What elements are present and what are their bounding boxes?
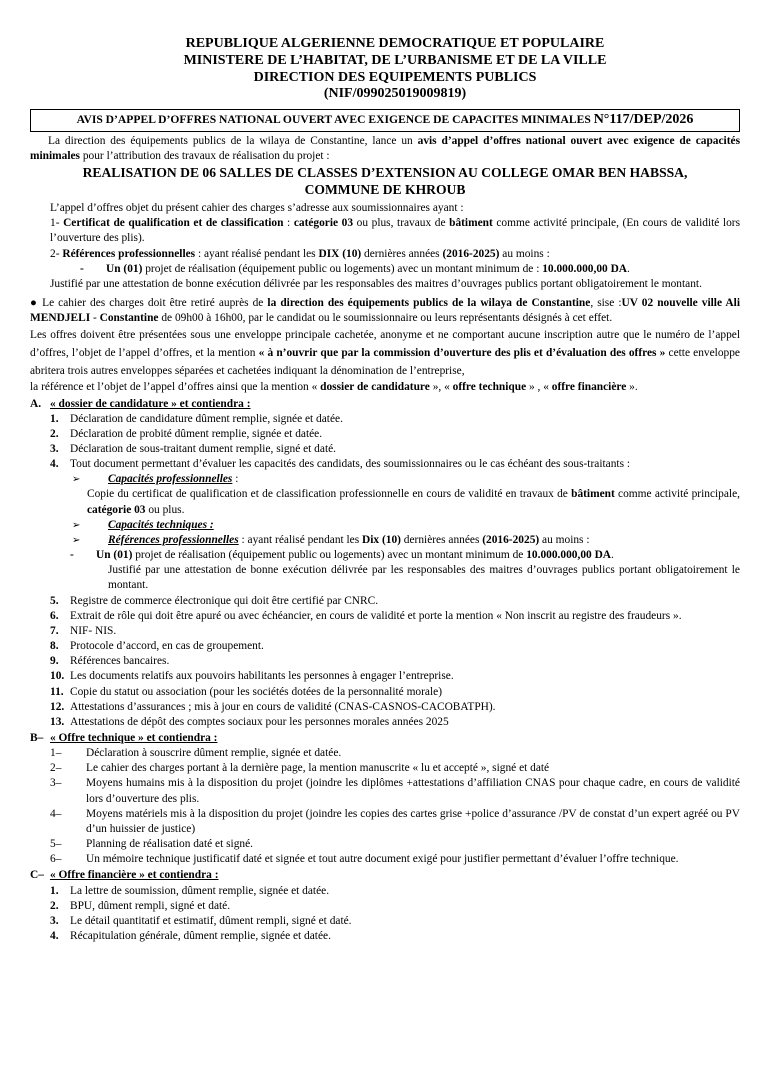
- list-item-text: Déclaration de candidature dûment remplie, signée et datée.: [70, 412, 343, 425]
- condition-2-number: 2-: [50, 247, 63, 260]
- section-b-list: [30, 746, 740, 867]
- condition-1-title: Certificat de qualification et de classification: [63, 217, 284, 230]
- section-b-heading: [30, 731, 740, 746]
- list-item: [50, 639, 740, 654]
- section-a-title: « dossier de candidature » et contiendra :: [50, 397, 251, 410]
- retrait-city: Constantine: [99, 312, 159, 325]
- ref-sub-row: [30, 548, 740, 563]
- offres-paragraph: [30, 326, 740, 380]
- list-item-text: Un mémoire technique justificatif daté et signée et tout autre document exigé pour justifier permettant d’évaluer l’offre technique.: [86, 853, 679, 866]
- avis-title-box: [30, 109, 740, 132]
- section-b-title: « Offre technique » et contiendra :: [50, 731, 218, 744]
- dash-marker: -: [80, 262, 84, 275]
- list-item-text: Registre de commerce électronique qui doit être certifié par CNRC.: [70, 594, 379, 607]
- list-item-text: Déclaration à souscrire dûment remplie, signée et datée.: [86, 747, 342, 760]
- header-ministry: MINISTERE DE L’HABITAT, DE L’URBANISME ET DE LA VILLE: [183, 52, 607, 68]
- section-c-title: « Offre financière » et contiendra :: [50, 869, 219, 882]
- ref-sub-end: .: [611, 549, 614, 562]
- list-number: 3.: [50, 443, 59, 455]
- offres-text-a: Les offres doivent être présentées sous une enveloppe principale cachetée, anonyme et ne comportant aucune inscription autre que le numéro de l’appel d’offres, l’objet de l’appel d’offres, et la mention: [30, 329, 740, 360]
- offres-reference: [30, 380, 740, 395]
- list-item: [50, 761, 740, 776]
- list-number: 1.: [50, 884, 59, 897]
- intro-text-end: pour l’attribution des travaux de réalisation du projet :: [80, 149, 330, 162]
- condition-1-text-a: :: [283, 217, 294, 230]
- avis-number: N°117/DEP/2026: [593, 112, 694, 128]
- header-republic: REPUBLIQUE ALGERIENNE DEMOCRATIQUE ET POPULAIRE: [185, 36, 605, 51]
- list-number: 5–: [50, 838, 62, 851]
- offres-technique: offre technique: [452, 381, 527, 394]
- list-item: [50, 654, 740, 669]
- cap-pro-row: [72, 472, 740, 487]
- condition-1-text-b: ou plus, travaux de: [353, 217, 450, 230]
- list-item: [50, 899, 740, 914]
- retrait-direction: la direction des équipements publics de la wilaya de Constantine: [267, 297, 591, 310]
- ref-sub-text: [96, 548, 740, 563]
- cap-tech-row: [72, 518, 740, 533]
- cap-pro-colon: :: [232, 473, 239, 486]
- list-item-text: Protocole d’accord, en cas de groupement.: [70, 640, 264, 653]
- list-item-text: Tout document permettant d’évaluer les capacités des candidats, des soumissionnaires ou le cas échéant des sous-traitants :: [70, 458, 631, 471]
- offres-text-f: », «: [429, 381, 453, 394]
- ref-sub-amount: 10.000.000,00 DA: [526, 549, 612, 562]
- retrait-paragraph: [30, 296, 740, 326]
- condition-2-text-c: au moins :: [499, 247, 550, 260]
- list-number: 3–: [50, 777, 62, 790]
- list-item-text: Déclaration de probité dûment remplie, signée et datée.: [70, 427, 323, 440]
- list-item-text: Les documents relatifs aux pouvoirs habilitants les personnes à engager l’entreprise.: [70, 670, 454, 683]
- cap-pro-category: catégorie 03: [87, 503, 146, 516]
- ref-justification: Justifié par une attestation de bonne exécution délivrée par les responsables des maitres d’ouvrages publics portant obligatoirement le montant.: [108, 564, 740, 592]
- cap-tech-title: Capacités techniques :: [108, 518, 214, 531]
- list-number: 5.: [50, 594, 59, 607]
- condition-1-text-c: comme activité principale, (En cours de validité lors l’ouverture des plis).: [50, 217, 740, 245]
- list-item: [50, 914, 740, 929]
- cap-pro-text-c: ou plus.: [145, 503, 185, 516]
- condition-2-years: (2016-2025): [442, 247, 500, 260]
- list-number: 4.: [50, 930, 59, 942]
- ref-title: Références professionnelles: [108, 533, 239, 546]
- list-number: 4–: [50, 807, 62, 820]
- list-number: 1–: [50, 747, 62, 760]
- list-item: [50, 746, 740, 761]
- list-item-text: Copie du statut ou association (pour les sociétés dotées de la personnalité morale): [70, 685, 442, 698]
- retrait-address: UV 02 nouvelle ville Ali MENDJELI: [30, 297, 740, 325]
- arrow-icon: ➢: [72, 519, 81, 531]
- list-number: 4.: [50, 458, 59, 471]
- avis-title: AVIS D’APPEL D’OFFRES NATIONAL OUVERT AVEC EXIGENCE DE CAPACITES MINIMALES: [76, 113, 594, 127]
- ref-text-b: dernières années: [400, 533, 483, 546]
- retrait-text-g: de 09h00 à 16h00, par le candidat ou le soumissionnaire ou leurs représentants désignés à cet effet.: [158, 312, 613, 325]
- list-number: 7.: [50, 624, 59, 637]
- list-number: 6.: [50, 609, 59, 622]
- offres-text-h: » , «: [526, 381, 552, 394]
- offres-mention: « à n’ouvrir que par la commission d’ouverture des plis et d’évaluation des offres »: [258, 347, 666, 360]
- document-header: [50, 36, 740, 103]
- cap-pro-text: [72, 487, 740, 517]
- ref-sub-bold: Un (01): [96, 549, 133, 562]
- list-item-text: Attestations de dépôt des comptes sociaux pour les personnes morales années 2025: [70, 715, 449, 728]
- retrait-text-a: Le cahier des charges doit être retiré auprès de: [38, 297, 268, 310]
- list-item: [50, 685, 740, 700]
- list-item-text: Moyens humains mis à la disposition du projet (joindre les diplômes +attestations d’affiliation CNAS pour chaque cadre, en cours de validité lors d’ouverture des plis.: [86, 777, 740, 805]
- condition-2-dix: DIX (10): [318, 247, 362, 260]
- list-item: [50, 427, 740, 442]
- list-number: 12.: [50, 700, 65, 713]
- list-number: 13.: [50, 715, 65, 728]
- list-number: 1.: [50, 412, 59, 425]
- intro-bold: avis d’appel d’offres national ouvert avec exigence de capacités minimales: [30, 134, 740, 162]
- list-item: [50, 852, 740, 867]
- header-direction: DIRECTION DES EQUIPEMENTS PUBLICS: [253, 69, 537, 85]
- list-item-text: Récapitulation générale, dûment remplie, signée et datée.: [70, 930, 331, 942]
- cap-pro-batiment: bâtiment: [571, 488, 615, 501]
- list-item-text: Références bancaires.: [70, 655, 170, 668]
- ref-years: (2016-2025): [482, 533, 540, 546]
- sub-text: projet de réalisation (équipement public ou logements) avec un montant minimum de :: [142, 262, 543, 275]
- section-a-list: [30, 412, 740, 473]
- list-item-text: Extrait de rôle qui doit être apuré ou avec échéancier, en cours de validité et porte la mention « Non inscrit au registre des fraudeurs ».: [70, 609, 682, 622]
- list-item: [50, 457, 740, 472]
- ref-dix: Dix (10): [362, 533, 401, 546]
- header-nif: (NIF/099025019009819): [323, 86, 467, 102]
- list-item-text: BPU, dûment rempli, signé et daté.: [70, 899, 231, 912]
- section-c-list: [30, 884, 740, 945]
- list-item: [50, 929, 740, 944]
- condition-1: [50, 216, 740, 246]
- ref-text-c: au moins :: [539, 533, 590, 546]
- cap-pro-text-b: comme activité principale,: [614, 488, 740, 501]
- offres-text-c: cette enveloppe abritera trois autres enveloppes séparées et cachetées indiquant la dénomination de l’entreprise,: [30, 347, 740, 378]
- section-a-heading: [30, 397, 740, 412]
- list-number: 6–: [50, 853, 62, 866]
- dash-marker: -: [70, 549, 74, 562]
- retrait-text-c: , sise :: [590, 297, 622, 310]
- section-a-capacities: [30, 472, 740, 548]
- conditions-block: [30, 201, 740, 292]
- intro-text: La direction des équipements publics de la wilaya de Constantine, lance un: [48, 134, 418, 147]
- list-item: [50, 700, 740, 715]
- condition-1-number: 1-: [50, 217, 64, 230]
- sub-amount: 10.000.000,00 DA: [542, 262, 628, 275]
- condition-1-batiment: bâtiment: [449, 217, 493, 230]
- list-number: 2.: [50, 427, 59, 440]
- section-c-heading: [30, 868, 740, 883]
- arrow-icon: ➢: [72, 534, 81, 546]
- list-number: 11.: [50, 685, 64, 698]
- offres-text-j: ».: [626, 381, 638, 394]
- justification-text: Justifié par une attestation de bonne exécution délivrée par les responsables des maitres d’ouvrages publics portant obligatoirement le montant.: [50, 277, 702, 290]
- list-item-text: Attestations d’assurances ; mis à jour en cours de validité (CNAS-CASNOS-CACOBATPH).: [70, 700, 496, 713]
- list-item: [50, 609, 740, 624]
- ref-sub-text-a: projet de réalisation (équipement public ou logements) avec un montant minimum de: [132, 549, 527, 562]
- offres-candidature: dossier de candidature: [320, 381, 430, 394]
- list-number: 9.: [50, 655, 59, 668]
- section-a-list-continued: [30, 594, 740, 730]
- condition-2-text-a: : ayant réalisé pendant les: [195, 247, 319, 260]
- section-c-letter: C–: [30, 869, 44, 882]
- condition-2-text-b: dernières années: [361, 247, 443, 260]
- list-number: 2–: [50, 762, 62, 775]
- sub-bold: Un (01): [106, 262, 143, 275]
- project-title-line2: COMMUNE DE KHROUB: [304, 182, 466, 198]
- intro-paragraph: [30, 134, 740, 164]
- ref-row: [72, 533, 740, 548]
- list-item: [50, 807, 740, 837]
- list-item: [50, 776, 740, 806]
- list-item: [50, 669, 740, 684]
- list-item: [50, 837, 740, 852]
- list-number: 10.: [50, 670, 65, 683]
- list-item: [50, 442, 740, 457]
- list-item: [50, 884, 740, 899]
- list-item-text: Le détail quantitatif et estimatif, dûment rempli, signé et daté.: [70, 914, 352, 927]
- condition-2: [50, 247, 740, 262]
- list-item-text: Moyens matériels mis à la disposition du projet (joindre les copies des cartes grise +police d’assurance /PV de constat d’un expert agréé ou PV d’un huissier de justice): [86, 807, 740, 835]
- list-item: [50, 624, 740, 639]
- list-item-text: Planning de réalisation daté et signé.: [86, 838, 254, 851]
- offres-financiere: offre financière: [551, 381, 627, 394]
- condition-2-sub: [50, 262, 740, 277]
- list-item: [50, 594, 740, 609]
- sub-end: .: [627, 262, 630, 275]
- list-item: [50, 412, 740, 427]
- list-item: [50, 715, 740, 730]
- condition-2-sub-text: [106, 262, 740, 277]
- project-title-line1: REALISATION DE 06 SALLES DE CLASSES D’EXTENSION AU COLLEGE OMAR BEN HABSSA,: [82, 165, 688, 181]
- cap-pro-title: Capacités professionnelles: [108, 473, 233, 486]
- condition-1-category: catégorie 03: [293, 217, 354, 230]
- arrow-icon: ➢: [72, 474, 81, 486]
- conditions-lead: L’appel d’offres objet du présent cahier des charges s’adresse aux soumissionnaires ayant :: [50, 202, 464, 215]
- bullet-icon: ●: [30, 297, 39, 310]
- list-number: 3.: [50, 914, 59, 927]
- offres-text-d: la référence et l’objet de l’appel d’offres ainsi que la mention «: [30, 381, 321, 394]
- ref-text-a: : ayant réalisé pendant les: [238, 533, 363, 546]
- section-b-letter: B–: [30, 731, 44, 744]
- list-item-text: NIF- NIS.: [70, 624, 117, 637]
- list-item-text: Déclaration de sous-traitant dument remplie, signé et daté.: [70, 443, 337, 455]
- condition-2-title: Références professionnelles: [62, 247, 196, 260]
- cap-pro-text-a: Copie du certificat de qualification et de classification professionnelle en cours de validité en travaux de: [87, 488, 572, 501]
- section-a-letter: A.: [30, 397, 42, 410]
- list-number: 8.: [50, 640, 59, 653]
- list-number: 2.: [50, 899, 59, 912]
- retrait-text-e: -: [90, 312, 100, 325]
- list-item-text: Le cahier des charges portant à la dernière page, la mention manuscrite « lu et accepté », signé et daté: [86, 762, 550, 775]
- project-title: [30, 165, 740, 199]
- list-item-text: La lettre de soumission, dûment remplie, signée et datée.: [70, 884, 330, 897]
